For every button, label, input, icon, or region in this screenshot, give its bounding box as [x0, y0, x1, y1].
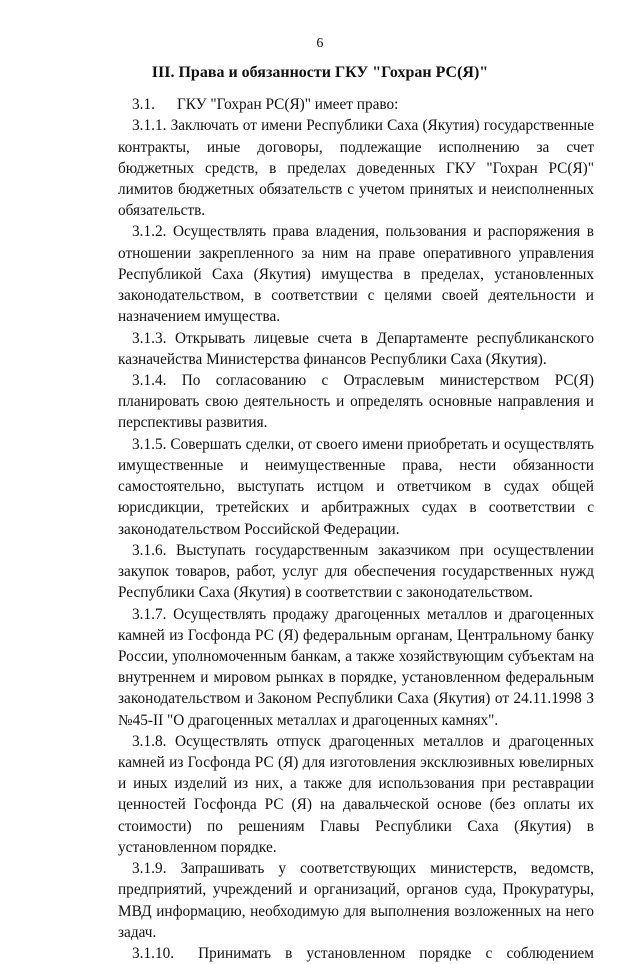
paragraph-3-1-8: [118, 731, 594, 858]
clause-number: 3.1.7.: [132, 605, 167, 623]
clause-number: 3.1.8.: [132, 732, 167, 750]
clause-text: По согласованию с Отраслевым министерством РС(Я) планировать свою деятельность и определять основные направления и перспективы развития.: [118, 372, 594, 432]
clause-text: ГКУ "Гохран РС(Я)" имеет право:: [176, 96, 399, 113]
paragraph-3-1-2: [118, 221, 594, 327]
clause-number: 3.1.5.: [132, 435, 167, 453]
clause-text: Открывать лицевые счета в Департаменте республиканского казначейства Министерства финансов Республики Саха (Якутия).: [118, 329, 595, 368]
paragraph-3-1-3: [118, 328, 594, 370]
document-body: [118, 94, 594, 964]
paragraph-3-1-7: [118, 604, 594, 731]
clause-text: Выступать государственным заказчиком при осуществлении закупок товаров, работ, услуг для обеспечения государственных нужд Республики Саха (Якутия) в соответствии с законодательством.: [118, 541, 594, 602]
section-heading: III. Права и обязанности ГКУ "Гохран РС(Я)": [151, 64, 489, 81]
clause-text: Совершать сделки, от своего имени приобретать и осуществлять имущественные и неимущественные права, нести обязанности самостоятельно, выступать истцом и ответчиком в судах общей юрисдикции, третейских и арбитражных судах в соответствии с законодательством Российской Федерации.: [118, 435, 594, 538]
clause-text: Осуществлять отпуск драгоценных металлов и драгоценных камней из Госфонда РС (Я) для изготовления эксклюзивных ювелирных и иных изделий из них, а также для использования при реставрации ценностей Госфонда РС (Я) на давальческой основе (без оплаты их стоимости) по решениям Главы Республики Саха (Якутия) в установленном порядке.: [118, 732, 595, 856]
paragraph-3-1: [118, 94, 594, 115]
clause-number: 3.1.3.: [132, 329, 167, 347]
clause-number: 3.1.2.: [132, 223, 167, 241]
paragraph-3-1-4: [118, 370, 594, 434]
clause-text: Осуществлять продажу драгоценных металлов и драгоценных камней из Госфонда РС (Я) федеральным органам, Центральному банку России, уполномоченным банкам, а также хозяйствующим субъектам на внутреннем и мировом рынках в порядке, установленном федеральным законодательством и Законом Республики Саха (Якутия) от 24.11.1998 З №45-II "О драгоценных металлах и драгоценных камнях".: [118, 605, 594, 729]
page-number: 6: [316, 36, 324, 51]
clause-text: Осуществлять права владения, пользования и распоряжения в отношении закрепленного за ним на праве оперативного управления Республикой Саха (Якутия) имущества в пределах, установленных законодательством, в соответствии с целями своей деятельности и назначением имущества.: [118, 223, 594, 326]
clause-number: 3.1.9.: [132, 860, 167, 878]
paragraph-3-1-5: [118, 434, 594, 540]
clause-number: 3.1.4.: [132, 372, 167, 390]
clause-text: Принимать в установленном порядке с соблюдением: [198, 945, 594, 963]
paragraph-3-1-9: [118, 858, 594, 943]
clause-number: 3.1.1.: [132, 117, 167, 135]
clause-text: Запрашивать у соответствующих министерств, ведомств, предприятий, учреждений и организаций, органов суда, Прокуратуры, МВД информацию, необходимую для выполнения возложенных на него задач.: [118, 860, 594, 941]
clause-number: 3.1.: [132, 96, 155, 113]
paragraph-3-1-6: [118, 540, 594, 604]
clause-text: Заключать от имени Республики Саха (Якутия) государственные контракты, иные договоры, подлежащие исполнению за счет бюджетных средств, в пределах доведенных ГКУ "Гохран РС(Я)" лимитов бюджетных обязательств с учетом принятых и неисполненных обязательств.: [118, 117, 594, 220]
clause-number: 3.1.10.: [132, 945, 175, 963]
clause-number: 3.1.6.: [132, 541, 167, 559]
paragraph-3-1-10: [118, 943, 594, 964]
paragraph-3-1-1: [118, 115, 594, 221]
